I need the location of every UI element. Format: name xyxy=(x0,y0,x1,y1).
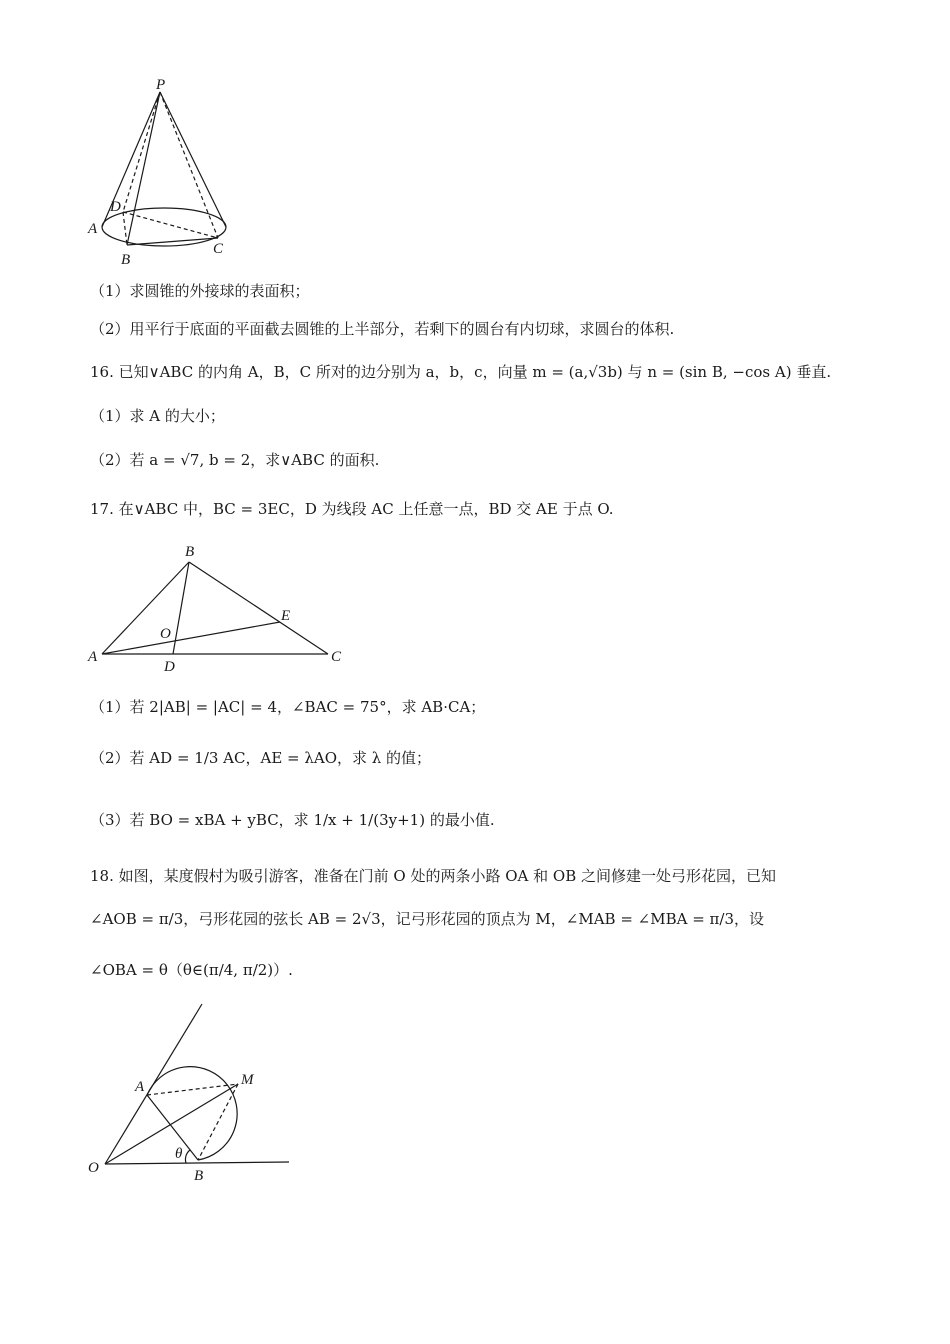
tri-label-b: B xyxy=(185,544,195,560)
triangle-figure xyxy=(85,540,355,680)
garden-label-a: A xyxy=(135,1079,145,1095)
cone-label-b: B xyxy=(121,252,131,268)
q15-part1: （1）求圆锥的外接球的表面积； xyxy=(90,282,310,300)
q16-stem: 16. 已知∨ABC 的内角 A，B，C 所对的边分别为 a，b，c，向量 m = (a,√3b) 与 n = (sin B, −cos A) 垂直. xyxy=(90,363,832,381)
cone-label-p: P xyxy=(156,77,166,93)
q16-part1: （1）求 A 的大小； xyxy=(90,407,225,425)
cone-label-a: A xyxy=(88,221,98,237)
cone-label-d: D xyxy=(110,199,121,215)
tri-label-c: C xyxy=(331,649,342,665)
cone-line-pc xyxy=(160,92,218,238)
cone-figure xyxy=(85,75,245,270)
cone-line-pd xyxy=(123,92,160,212)
garden-figure xyxy=(85,1000,300,1190)
q18-line3: ∠OBA = θ（θ∈(π/4, π/2)）. xyxy=(90,961,293,979)
tri-side-bc xyxy=(189,562,328,654)
garden-label-b: B xyxy=(194,1168,204,1184)
q17-part3: （3）若 BO = xBA + yBC，求 1/x + 1/(3y+1) 的最小值. xyxy=(90,811,495,829)
q17-part1: （1）若 2|AB| = |AC| = 4，∠BAC = 75°，求 AB·CA； xyxy=(90,698,486,716)
cone-line-db xyxy=(123,212,127,245)
garden-arc xyxy=(147,1067,237,1160)
garden-chord-ab xyxy=(147,1095,198,1160)
tri-line-ae xyxy=(102,622,280,654)
q15-part2: （2）用平行于底面的平面截去圆锥的上半部分，若剩下的圆台有内切球，求圆台的体积. xyxy=(90,320,675,338)
tri-label-o: O xyxy=(160,626,171,642)
cone-label-c: C xyxy=(213,241,224,257)
q18-line2: ∠AOB = π/3，弓形花园的弦长 AB = 2√3，记弓形花园的顶点为 M，∠MAB = ∠MBA = π/3，设 xyxy=(90,910,765,928)
q18-line1: 18. 如图，某度假村为吸引游客，准备在门前 O 处的两条小路 OA 和 OB 之间修建一处弓形花园，已知 xyxy=(90,867,776,885)
garden-label-m: M xyxy=(241,1072,254,1088)
garden-label-theta: θ xyxy=(175,1146,183,1162)
q17-stem: 17. 在∨ABC 中，BC = 3EC，D 为线段 AC 上任意一点，BD 交 AE 于点 O. xyxy=(90,500,614,518)
garden-label-o: O xyxy=(88,1160,99,1176)
q17-part2: （2）若 AD = 1/3 AC，AE = λAO，求 λ 的值； xyxy=(90,749,432,767)
garden-angle-arc xyxy=(185,1150,190,1163)
tri-label-d: D xyxy=(164,659,175,675)
garden-path-ob xyxy=(105,1162,289,1164)
garden-line-am xyxy=(147,1084,238,1095)
cone-line-dc xyxy=(123,212,218,238)
tri-label-a: A xyxy=(88,649,98,665)
q16-part2: （2）若 a = √7, b = 2，求∨ABC 的面积. xyxy=(90,451,380,469)
cone-generatrix-right xyxy=(160,92,226,227)
cone-line-pb xyxy=(127,92,160,245)
tri-label-e: E xyxy=(281,608,291,624)
